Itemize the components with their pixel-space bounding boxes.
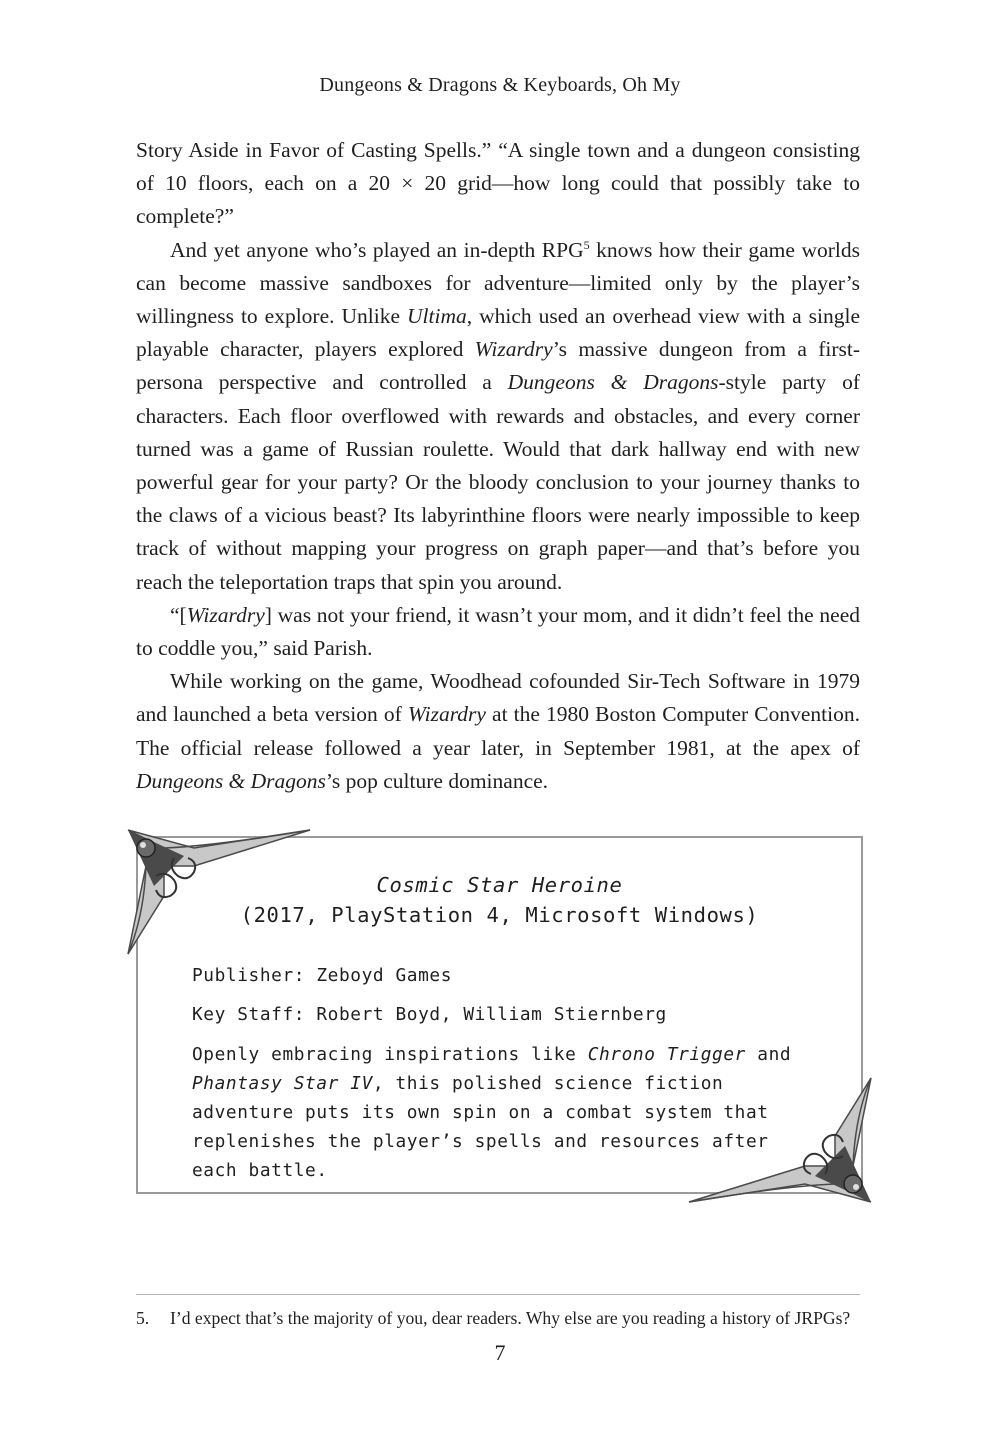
body-text [136,134,860,798]
publisher-line: Publisher: Zeboyd Games [192,965,453,986]
footnote-divider [136,1294,860,1295]
p2-text-d: ’s massive dungeon from a first-persona perspective and controlled a [136,337,861,395]
paragraph-4 [136,665,860,798]
game-subtitle: (2017, PlayStation 4, Microsoft Windows) [240,903,759,927]
title-dnd: Dungeons & Dragons [507,370,719,395]
sidebar-body [192,962,792,1185]
title-chrono-trigger: Chrono Trigger [587,1044,746,1065]
key-staff-line: Key Staff: Robert Boyd, William Stiernberg [192,1004,667,1025]
game-sidebar-box [136,836,863,1194]
p2-text-a: And yet anyone who’s played an in-depth RPG [170,237,584,262]
sidebar-title [138,870,861,930]
p3-text-b: ] was not your friend, it wasn’t your mom, and it didn’t feel the need to coddle you,” said Parish. [136,602,860,661]
p4-text-c: ’s pop culture dominance. [325,768,549,793]
game-description [192,1040,792,1185]
p3-text-a: “[ [170,602,187,627]
p2-text-e: -style party of characters. Each floor overflowed with rewards and obstacles, and every corner turned was a game of Russian roulette. Would that dark hallway end with new powerful gear for your party? Or the bloody conclusion to your journey thanks to the claws of a vicious beast? Its labyrinthine floors were nearly impossible to keep track of without mapping your progress on graph paper—and that’s before you reach the teleportation traps that spin you around. [136,370,860,594]
paragraph-2 [136,234,860,599]
title-wizardry: Wizardry [474,337,553,362]
footnote-text: I’d expect that’s the majority of you, dear readers. Why else are you reading a history of JRPGs? [170,1308,851,1328]
title-phantasy-star: Phantasy Star IV [192,1073,373,1094]
footnote-reference: 5 [583,237,590,252]
p4-text-b: at the 1980 Boston Computer Convention. The official release followed a year later, in September 1981, at the apex of [136,702,860,760]
page-number: 7 [494,1340,506,1365]
p2-text-b: knows how their game worlds can become massive sandboxes for adventure—limited only by the player’s willingness to explore. Unlike [136,237,860,329]
title-ultima: Ultima [407,304,467,329]
paragraph-3 [136,599,860,665]
p4-text-a: While working on the game, Woodhead cofounded Sir-Tech Software in 1979 and launched a beta version of [136,669,860,727]
footnote [136,1306,876,1330]
footnote-number: 5. [136,1308,150,1328]
running-head: Dungeons & Dragons & Keyboards, Oh My [319,74,681,96]
title-wizardry: Wizardry [407,702,486,727]
p2-text-c: , which used an overhead view with a single playable character, players explored [136,304,860,362]
title-wizardry: Wizardry [186,602,265,627]
desc-text-a: Openly embracing inspirations like [192,1044,588,1065]
game-title: Cosmic Star Heroine [376,873,623,897]
paragraph-1: Story Aside in Favor of Casting Spells.” “A single town and a dungeon consisting of 10 floors, each on a 20 × 20 grid—how long could that possibly take to complete?” [136,138,860,229]
desc-text-b: and [745,1044,792,1065]
desc-text-c: , this polished science fiction adventure puts its own spin on a combat system that replenishes the player’s spells and resources after each battle. [192,1073,769,1181]
title-dnd: Dungeons & Dragons [136,768,326,793]
